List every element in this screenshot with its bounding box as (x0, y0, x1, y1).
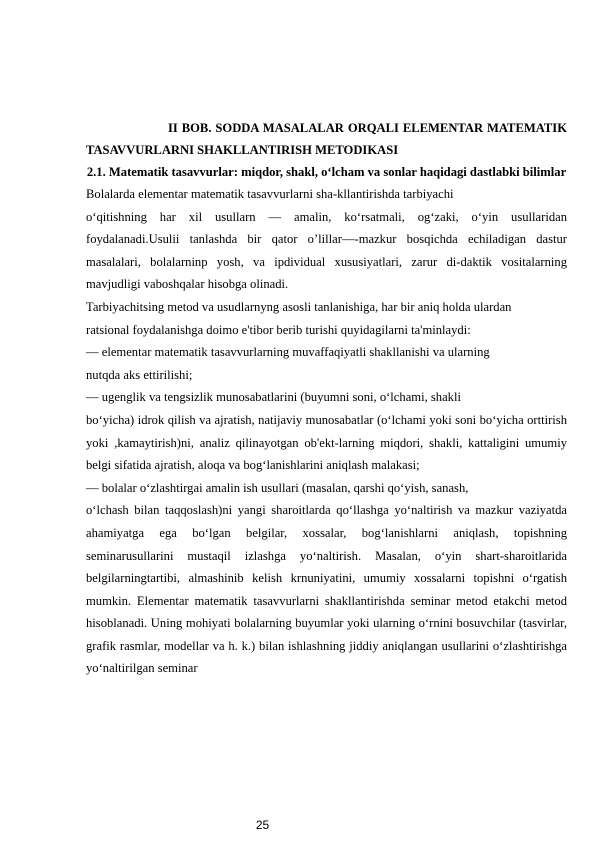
page-content (86, 117, 567, 680)
chapter-title: II BOB. SODDA MASALALAR ORQALI ELEMENTAR MATEMATIK TASAVVURLARNI SHAKLLANTIRISH METODIKASI (86, 121, 567, 157)
paragraph: o‘lchash bilan taqqoslash)ni yangi sharoitlarda qo‘llashga yo‘naltirish va mazkur vaziyatda ahamiyatga ega bo‘lgan belgilar, xossalar, bog‘lanishlarni aniqlash, topishning seminarusullarini mustaqil izlashga yo‘naltirish. Masalan, o‘yin shart-sharoitlarida belgilarningtartibi, almashinib kelish krnuniyatini, umumiy xossalarni topishni o‘rgatish mumkin. Elementar matematik tasavvurlarni shakllantirishda seminar metod etakchi metod hisoblanadi. Uning mohiyati bolalarning buyumlar yoki ularning o‘rnini bosuvchilar (tasvirlar, grafik rasmlar, modellar va h. k.) bilan ishlashning jiddiy aniqlangan usullarini o‘zlashtirishga yo‘naltirilgan seminar (86, 503, 567, 676)
section-title: 2.1. Matematik tasavvurlar: miqdor, shakl, o‘lcham va sonlar haqidagi dastlabki bilimlar (86, 165, 567, 179)
paragraph: — bolalar o‘zlashtirgai amalin ish usullari (masalan, qarshi qo‘yish, sanash, (86, 480, 469, 495)
page-number: 25 (255, 818, 270, 832)
paragraph: Bolalarda elementar matematik tasavvurlarni sha-kllantirishda tarbiyachi (86, 187, 454, 201)
paragraph: — ugenglik va tengsizlik munosabatlarini (buyumni soni, o‘lchami, shakli (86, 390, 461, 405)
paragraph: — elementar matematik tasavvurlarning muvaffaqiyatli shakllanishi va ularning (86, 345, 490, 360)
paragraph: o‘qitishning har xil usullarn — amalin, ko‘rsatmali, og‘zaki, o‘yin usullaridan foydalanadi.Usulii tanlashda bir qator o’lillar—-mazkur bosqichda echiladigan dastur masalalari, bolalarninp yosh, va ipdividual xususiyatlari, zarur di-daktik vositalarning mavjudligi vaboshqalar hisobga olinadi. (86, 209, 567, 292)
paragraph: nutqda aks ettirilishi; (86, 367, 193, 382)
paragraph: ratsional foydalanishga doimo e'tibor berib turishi quyidagilarni ta'minlaydi: (86, 322, 471, 337)
paragraph: Tarbiyachitsing metod va usudlarnyng asosli tanlanishiga, har bir aniq holda ulardan (86, 299, 512, 314)
paragraph: bo‘yicha) idrok qilish va ajratish, natijaviy munosabatlar (o‘lchami yoki soni bo‘yicha orttirish yoki ,kamaytirish)ni, analiz qilinayotgan ob'ekt-larning miqdori, shakli, kattaligini umumiy belgi sifatida ajratish, aloqa va bog‘lanishlarini aniqlash malakasi; (86, 412, 567, 473)
